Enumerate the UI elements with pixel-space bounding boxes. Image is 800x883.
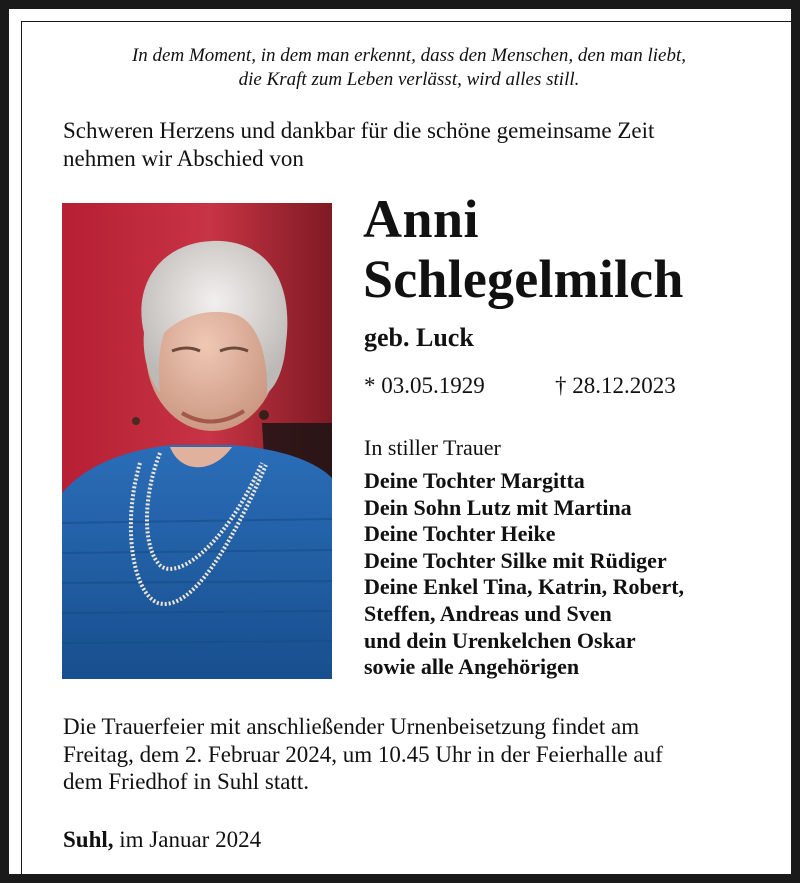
closing-date: im Januar 2024 — [113, 827, 262, 852]
mourner-line: Steffen, Andreas und Sven — [364, 600, 612, 626]
intro-line-2: nehmen wir Abschied von — [63, 146, 304, 171]
mourner-line: und dein Urenkelchen Oskar — [364, 627, 636, 653]
quote — [49, 44, 769, 92]
funeral-ceremony-text — [63, 713, 775, 796]
birth-name: geb. Luck — [364, 323, 474, 352]
deceased-last-name: Schlegelmilch — [363, 249, 684, 309]
mourner-line: Deine Tochter Heike — [364, 521, 556, 547]
quote-line-1: In dem Moment, in dem man erkennt, dass den Menschen, den man liebt, — [131, 45, 687, 66]
death-date: † 28.12.2023 — [555, 373, 676, 398]
quote-line-2: die Kraft zum Leben verlässt, wird alles still. — [238, 69, 580, 90]
portrait-photo — [62, 203, 332, 679]
ceremony-line-2: Freitag, dem 2. Februar 2024, um 10.45 Uhr in der Feierhalle auf — [63, 741, 663, 767]
deceased-first-name: Anni — [363, 189, 480, 249]
mourner-line: Deine Enkel Tina, Katrin, Robert, — [364, 574, 685, 600]
mourners-list — [364, 468, 684, 681]
mourner-line: Deine Tochter Silke mit Rüdiger — [364, 547, 667, 573]
ceremony-line-1: Die Trauerfeier mit anschließender Urnenbeisetzung findet am — [63, 714, 640, 739]
mourner-line: Deine Tochter Margitta — [364, 468, 585, 493]
closing-place: Suhl, — [63, 827, 114, 852]
ceremony-line-3: dem Friedhof in Suhl statt. — [63, 769, 309, 794]
mourner-line: Dein Sohn Lutz mit Martina — [364, 494, 632, 520]
mourner-line: sowie alle Angehörigen — [364, 654, 580, 680]
closing-line — [63, 826, 261, 854]
intro-text — [63, 117, 763, 173]
intro-line-1: Schweren Herzens und dankbar für die schöne gemeinsame Zeit — [63, 118, 655, 143]
birth-date: * 03.05.1929 — [364, 373, 485, 398]
mourning-heading: In stiller Trauer — [364, 435, 501, 460]
